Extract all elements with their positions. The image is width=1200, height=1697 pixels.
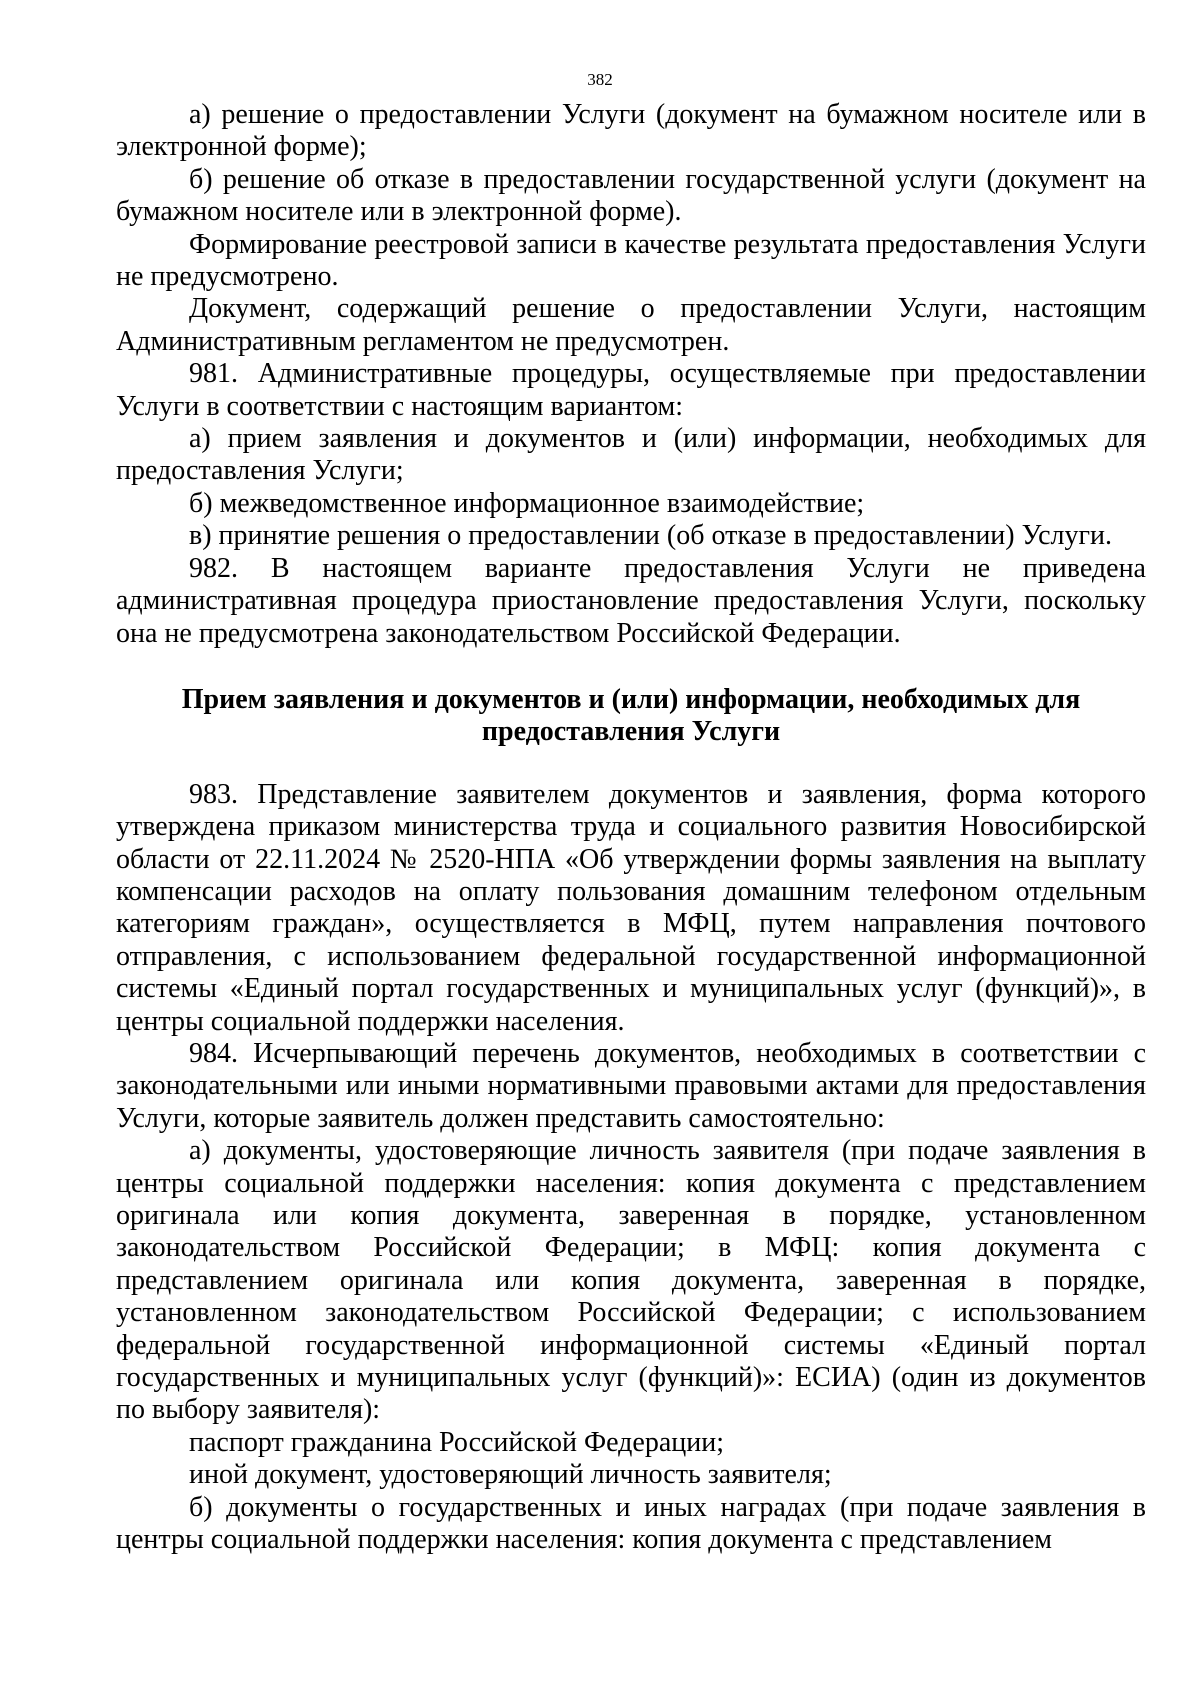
paragraph-registry-record: Формирование реестровой записи в качестве результата предоставления Услуги не предусмотрено.: [116, 228, 1146, 293]
page-number: 382: [587, 70, 613, 89]
paragraph-982: 982. В настоящем варианте предоставления Услуги не приведена административная процедура приостановление предоставления Услуги, поскольку она не предусмотрена законодательством Российской Федерации.: [116, 552, 1146, 649]
paragraph-981-a: а) прием заявления и документов и (или) информации, необходимых для предоставления Услуги;: [116, 423, 1146, 487]
section-heading: [116, 684, 1146, 749]
paragraph-984-b: б) документы о государственных и иных наградах (при подаче заявления в центры социальной поддержки населения: копия документа с представлением: [116, 1491, 1146, 1556]
paragraph-981: 981. Административные процедуры, осуществляемые при предоставлении Услуги в соответствии с настоящим вариантом:: [116, 358, 1146, 422]
list-item-other-id: иной документ, удостоверяющий личность заявителя;: [189, 1459, 832, 1491]
document-body: [116, 99, 1146, 1556]
paragraph-981-c: в) принятие решения о предоставлении (об отказе в предоставлении) Услуги.: [189, 520, 1112, 552]
paragraph-984-a: а) документы, удостоверяющие личность заявителя (при подаче заявления в центры социальной поддержки населения: копия документа с представлением оригинала или копия документа, заверенная в порядке, установленном законодательством Российской Федерации; в МФЦ: копия документа с представлением оригинала или копия документа, заверенная в порядке, установленном законодательством Российской Федерации; с использованием федеральной государственной информационной системы «Единый портал государственных и муниципальных услуг (функций)»: ЕСИА) (один из документов по выбору заявителя):: [116, 1135, 1146, 1426]
paragraph-983: 983. Представление заявителем документов и заявления, форма которого утверждена приказом министерства труда и социального развития Новосибирской области от 22.11.2024 № 2520-НПА «Об утверждении формы заявления на выплату компенсации расходов на оплату пользования домашним телефоном отдельным категориям граждан», осуществляется в МФЦ, путем направления почтового отправления, с использованием федеральной государственной информационной системы «Единый портал государственных и муниципальных услуг (функций)», в центры социальной поддержки населения.: [116, 778, 1146, 1037]
section-heading-line2: предоставления Услуги: [481, 716, 781, 748]
paragraph-984: 984. Исчерпывающий перечень документов, необходимых в соответствии с законодательными или иными нормативными правовыми актами для предоставления Услуги, которые заявитель должен представить самостоятельно:: [116, 1037, 1146, 1134]
list-item-passport: паспорт гражданина Российской Федерации;: [189, 1426, 725, 1458]
paragraph-decision-document: Документ, содержащий решение о предоставлении Услуги, настоящим Административным регламентом не предусмотрен.: [116, 293, 1146, 357]
section-heading-line1: Прием заявления и документов и (или) информации, необходимых для: [181, 683, 1081, 715]
paragraph-decision-refused: б) решение об отказе в предоставлении государственной услуги (документ на бумажном носителе или в электронной форме).: [116, 163, 1146, 228]
paragraph-decision-granted: а) решение о предоставлении Услуги (документ на бумажном носителе или в электронной форме);: [116, 99, 1146, 163]
paragraph-981-b: б) межведомственное информационное взаимодействие;: [189, 487, 865, 519]
